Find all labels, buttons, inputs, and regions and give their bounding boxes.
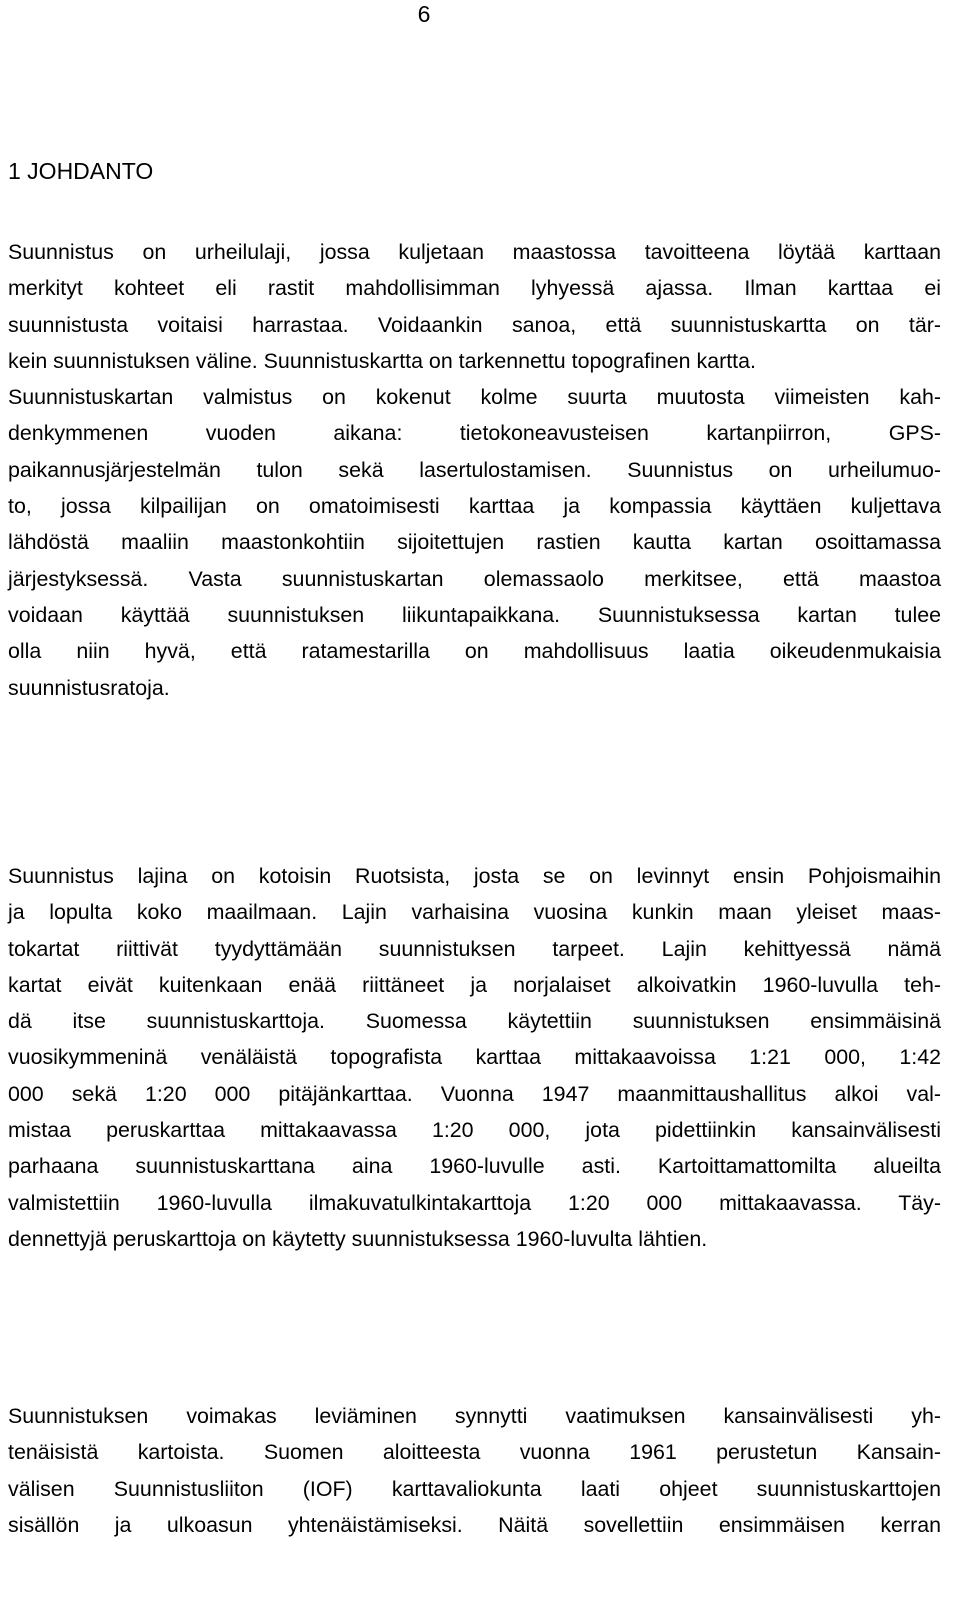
text-line: to, jossa kilpailijan on omatoimisesti karttaa ja kompassia käyttäen kuljettava xyxy=(8,494,941,519)
text-line: järjestyksessä. Vasta suunnistuskartan olemassaolo merkitsee, että maastoa xyxy=(8,566,941,591)
text-line: sisällön ja ulkoasun yhtenäistämiseksi. Näitä sovellettiin ensimmäisen kerran xyxy=(8,1512,941,1537)
text-line: Suunnistuksen voimakas leviäminen synnytti vaatimuksen kansainvälisesti yh- xyxy=(8,1404,941,1428)
paragraph-history xyxy=(8,858,941,1257)
text-line: suunnistusta voitaisi harrastaa. Voidaankin sanoa, että suunnistuskartta on tär- xyxy=(8,312,941,337)
text-line: voidaan käyttää suunnistuksen liikuntapaikkana. Suunnistuksessa kartan tulee xyxy=(8,602,941,627)
paragraph-intro xyxy=(8,234,941,706)
text-line: välisen Suunnistusliiton (IOF) karttavaliokunta laati ohjeet suunnistuskarttojen xyxy=(8,1476,941,1501)
text-line: olla niin hyvä, että ratamestarilla on mahdollisuus laatia oikeudenmukaisia xyxy=(8,639,941,664)
text-line: parhaana suunnistuskarttana aina 1960-luvulle asti. Kartoittamattomilta alueilta xyxy=(8,1154,941,1179)
text-line: Suunnistus on urheilulaji, jossa kuljetaan maastossa tavoitteena löytää karttaan xyxy=(8,240,941,264)
text-line: Suunnistus lajina on kotoisin Ruotsista, josta se on levinnyt ensin Pohjoismaihin xyxy=(8,864,941,888)
paragraph-international xyxy=(8,1398,941,1543)
text-line: tenäisistä kartoista. Suomen aloitteesta vuonna 1961 perustetun Kansain- xyxy=(8,1440,941,1465)
text-line: tokartat riittivät tyydyttämään suunnistuksen tarpeet. Lajin kehittyessä nämä xyxy=(8,936,941,961)
text-line: dennettyjä peruskarttoja on käytetty suunnistuksessa 1960-luvulta lähtien. xyxy=(8,1226,708,1251)
text-line: vuosikymmeninä venäläistä topografista karttaa mittakaavoissa 1:21 000, 1:42 xyxy=(8,1045,941,1070)
text-line: ja lopulta koko maailmaan. Lajin varhaisina vuosina kunkin maan yleiset maas- xyxy=(8,900,941,925)
text-line: lähdöstä maaliin maastonkohtiin sijoitettujen rastien kautta kartan osoittamassa xyxy=(8,530,941,555)
section-heading: 1 JOHDANTO xyxy=(8,158,154,184)
text-line: kartat eivät kuitenkaan enää riittäneet ja norjalaiset alkoivatkin 1960-luvulla teh- xyxy=(8,972,941,997)
text-line: suunnistusratoja. xyxy=(8,675,170,700)
text-line: mistaa peruskarttaa mittakaavassa 1:20 000, jota pidettiinkin kansainvälisesti xyxy=(8,1118,941,1143)
text-line: denkymmenen vuoden aikana: tietokoneavusteisen kartanpiirron, GPS- xyxy=(8,421,941,446)
text-line: merkityt kohteet eli rastit mahdollisimman lyhyessä ajassa. Ilman karttaa ei xyxy=(8,276,941,301)
text-line: valmistettiin 1960-luvulla ilmakuvatulkintakarttoja 1:20 000 mittakaavassa. Täy- xyxy=(8,1190,941,1215)
text-line: kein suunnistuksen väline. Suunnistuskartta on tarkennettu topografinen kartta. xyxy=(8,348,756,373)
text-line: paikannusjärjestelmän tulon sekä lasertulostamisen. Suunnistus on urheilumuo- xyxy=(8,457,941,482)
page-number: 6 xyxy=(417,1,431,27)
text-line: 000 sekä 1:20 000 pitäjänkarttaa. Vuonna 1947 maanmittaushallitus alkoi val- xyxy=(8,1081,941,1106)
text-line: Suunnistuskartan valmistus on kokenut kolme suurta muutosta viimeisten kah- xyxy=(8,385,941,410)
text-line: dä itse suunnistuskarttoja. Suomessa käytettiin suunnistuksen ensimmäisinä xyxy=(8,1009,941,1034)
